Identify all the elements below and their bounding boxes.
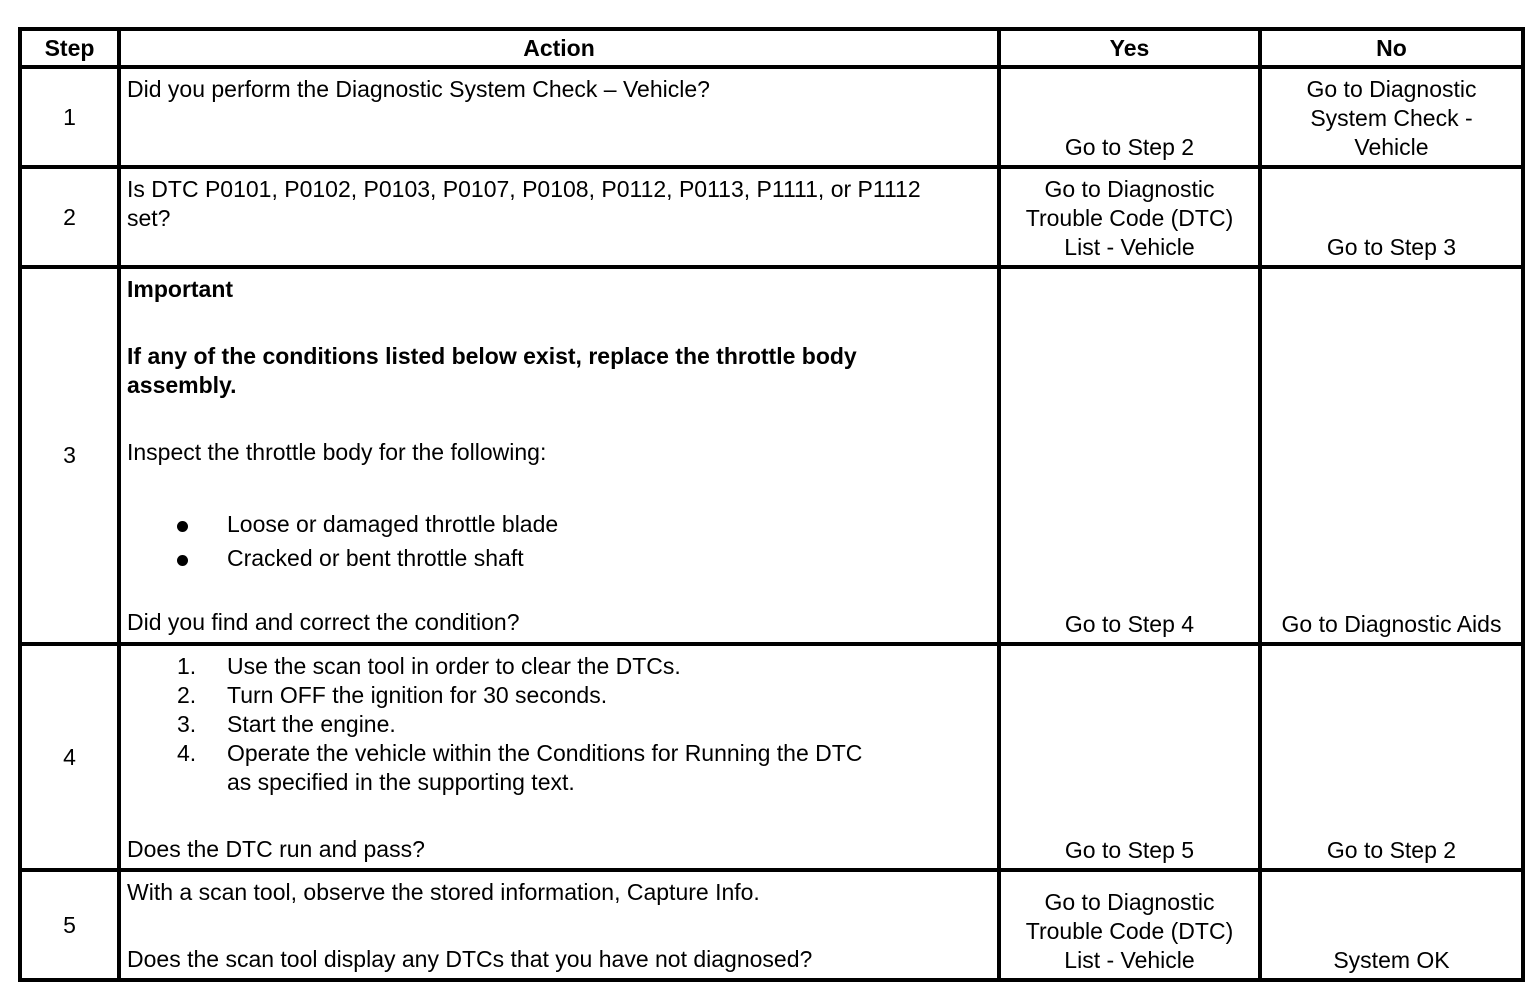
action-cell: [119, 870, 999, 980]
action-question: Does the scan tool display any DTCs that you have not diagnosed?: [127, 946, 813, 972]
table-row: [20, 644, 1523, 870]
no-cell: Go to Step 2: [1260, 644, 1523, 870]
yes-cell: Go to Step 4: [999, 267, 1260, 644]
header-no: No: [1260, 29, 1523, 67]
condition-list: [127, 510, 997, 578]
important-text: If any of the conditions listed below exist, replace the throttle body assembly.: [127, 343, 857, 398]
action-question: Did you find and correct the condition?: [127, 609, 520, 635]
bullet-icon: [177, 555, 188, 566]
list-item: 4. Operate the vehicle within the Conditions for Running the DTC as specified in the supporting text.: [177, 740, 863, 795]
action-cell: [119, 67, 999, 167]
no-cell: System OK: [1260, 870, 1523, 980]
action-question: Does the DTC run and pass?: [127, 836, 425, 862]
list-item: Loose or damaged throttle blade: [127, 510, 997, 544]
header-step: Step: [20, 29, 119, 67]
inspect-intro: Inspect the throttle body for the following:: [127, 439, 547, 465]
yes-cell: Go to Step 2: [999, 67, 1260, 167]
action-intro: With a scan tool, observe the stored information, Capture Info.: [127, 879, 760, 905]
action-question: Did you perform the Diagnostic System Check – Vehicle?: [127, 76, 710, 102]
table-row: [20, 267, 1523, 644]
header-action: Action: [119, 29, 999, 67]
step-number: 5: [20, 870, 119, 980]
action-question: Is DTC P0101, P0102, P0103, P0107, P0108, P0112, P0113, P1111, or P1112 set?: [127, 176, 921, 231]
table-row: [20, 67, 1523, 167]
yes-cell: Go to Diagnostic Trouble Code (DTC) List - Vehicle: [999, 167, 1260, 267]
yes-cell: Go to Diagnostic Trouble Code (DTC) List - Vehicle: [999, 870, 1260, 980]
diagnostic-table: [18, 27, 1525, 982]
list-item: Cracked or bent throttle shaft: [127, 544, 997, 578]
step-number: 4: [20, 644, 119, 870]
important-label: Important: [127, 276, 234, 302]
list-item: 1. Use the scan tool in order to clear the DTCs.: [177, 653, 681, 679]
no-cell: Go to Step 3: [1260, 167, 1523, 267]
no-cell: Go to Diagnostic Aids: [1260, 267, 1523, 644]
yes-cell: Go to Step 5: [999, 644, 1260, 870]
header-yes: Yes: [999, 29, 1260, 67]
list-item: 3. Start the engine.: [177, 711, 396, 737]
bullet-icon: [177, 521, 188, 532]
step-number: 2: [20, 167, 119, 267]
table-row: [20, 870, 1523, 980]
step-number: 1: [20, 67, 119, 167]
no-cell: Go to Diagnostic System Check - Vehicle: [1260, 67, 1523, 167]
action-cell: [119, 267, 999, 644]
action-cell: [119, 167, 999, 267]
list-item: 2. Turn OFF the ignition for 30 seconds.: [177, 682, 608, 708]
procedure-list: [127, 652, 997, 797]
table-row: [20, 167, 1523, 267]
header-row: [20, 29, 1523, 67]
step-number: 3: [20, 267, 119, 644]
action-cell: [119, 644, 999, 870]
